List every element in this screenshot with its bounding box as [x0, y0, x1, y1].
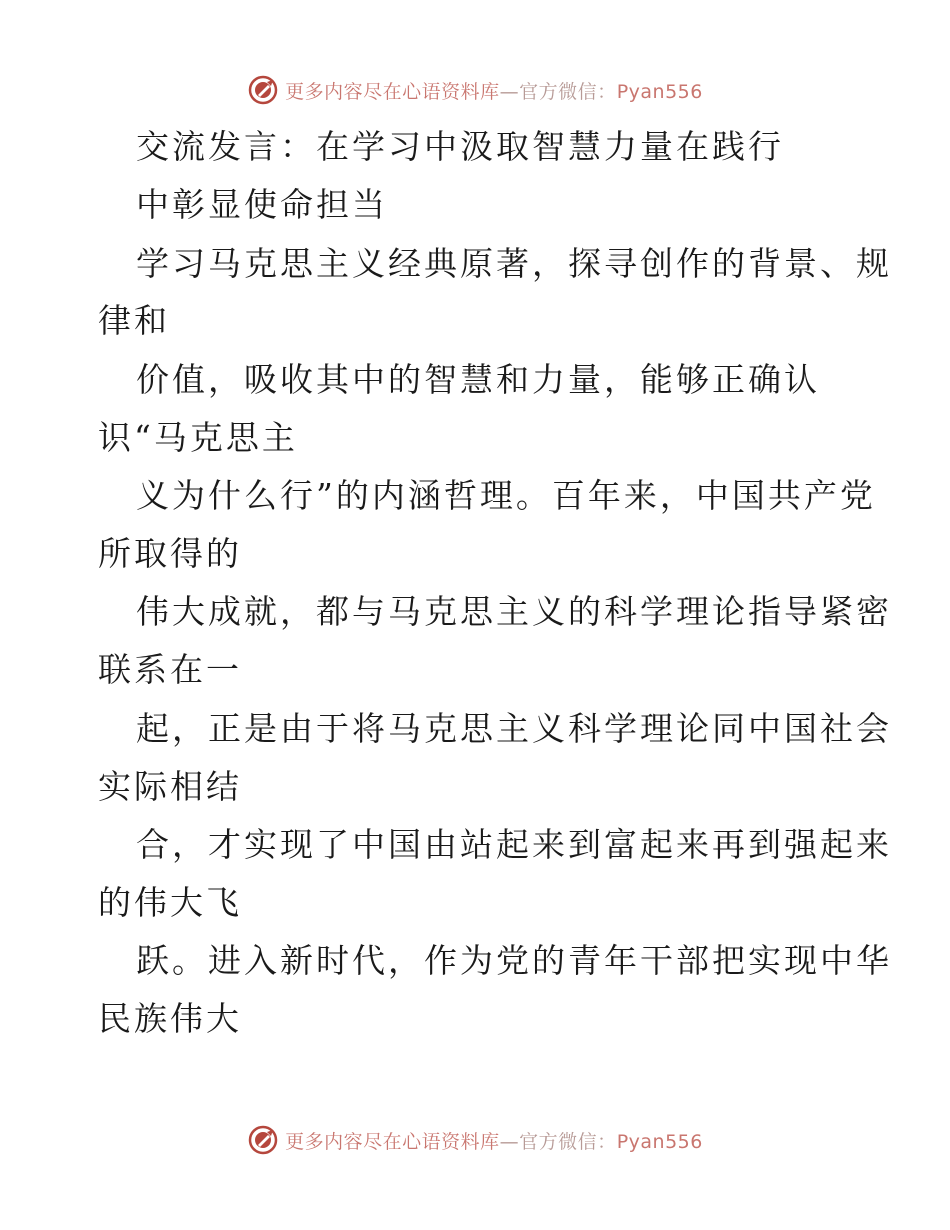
- paragraph-line: 民族伟大: [98, 999, 242, 1038]
- paragraph-line: 义为什么行”的内涵哲理。百年来，中国共产党: [136, 476, 876, 515]
- watermark-text: [285, 1127, 703, 1154]
- watermark-wechat-id: Pyan556: [616, 1130, 703, 1153]
- watermark-text: [285, 77, 703, 104]
- watermark-official: 官方微信：: [519, 1130, 617, 1153]
- paragraph-line: 起，正是由于将马克思主义科学理论同中国社会: [136, 709, 892, 748]
- watermark-dash: —: [499, 1130, 520, 1153]
- paragraph-line: 的伟大飞: [98, 883, 242, 922]
- paragraph-line: 律和: [98, 301, 170, 340]
- fountain-pen-seal-icon: [247, 74, 279, 106]
- paragraph-line: 合，才实现了中国由站起来到富起来再到强起来: [136, 825, 892, 864]
- footer-watermark: [0, 1120, 950, 1160]
- paragraph-line: 价值，吸收其中的智慧和力量，能够正确认: [136, 360, 820, 399]
- watermark-dash: —: [499, 80, 520, 103]
- watermark-official: 官方微信：: [519, 80, 617, 103]
- fountain-pen-seal-icon: [247, 1124, 279, 1156]
- paragraph-line: 跃。进入新时代，作为党的青年干部把实现中华: [136, 941, 892, 980]
- document-title-line-1: 交流发言：在学习中汲取智慧力量在践行: [136, 127, 784, 166]
- paragraph-line: 联系在一: [98, 650, 242, 689]
- watermark-prefix: 更多内容尽在心语资料库: [285, 80, 500, 103]
- paragraph-line: 识“马克思主: [98, 418, 298, 457]
- document-title-line-2: 中彰显使命担当: [136, 185, 388, 224]
- paragraph-line: 学习马克思主义经典原著，探寻创作的背景、规: [136, 244, 892, 283]
- paragraph-line: 所取得的: [98, 534, 242, 573]
- header-watermark: [0, 70, 950, 110]
- watermark-prefix: 更多内容尽在心语资料库: [285, 1130, 500, 1153]
- watermark-wechat-id: Pyan556: [616, 80, 703, 103]
- paragraph-line: 伟大成就，都与马克思主义的科学理论指导紧密: [136, 592, 892, 631]
- paragraph-line: 实际相结: [98, 767, 242, 806]
